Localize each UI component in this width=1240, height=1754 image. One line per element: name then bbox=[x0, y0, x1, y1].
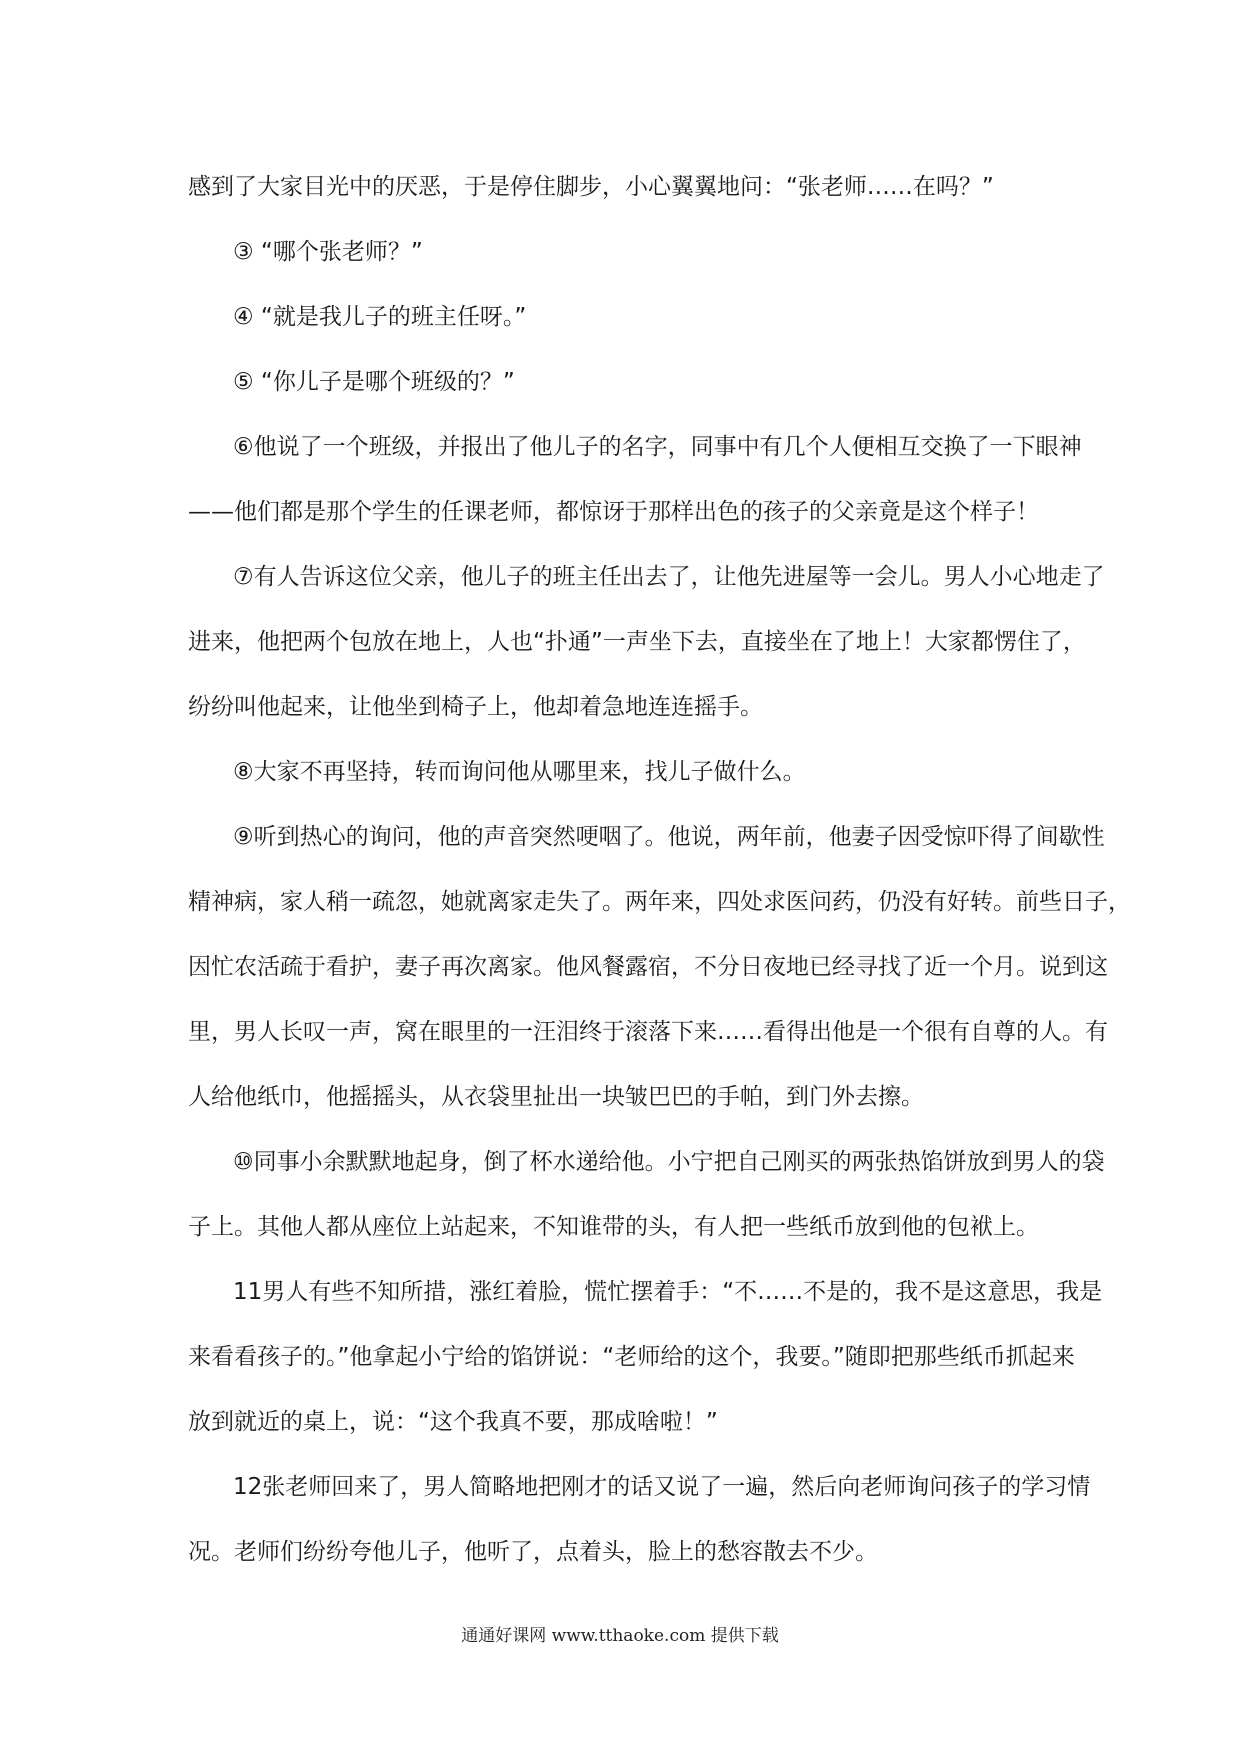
text-line: ⑩同事小余默默地起身，倒了杯水递给他。小宁把自己刚买的两张热馅饼放到男人的袋 bbox=[233, 1149, 1105, 1175]
text-line: 12张老师回来了，男人简略地把刚才的话又说了一遍，然后向老师询问孩子的学习情 bbox=[233, 1474, 1091, 1500]
text-line: 人给他纸巾，他摇摇头，从衣袋里扯出一块皱巴巴的手帕，到门外去擦。 bbox=[188, 1084, 924, 1110]
text-line: ⑤ “你儿子是哪个班级的？” bbox=[233, 369, 515, 395]
text-line: 进来，他把两个包放在地上，人也“扑通”一声坐下去，直接坐在了地上！大家都愣住了， bbox=[188, 629, 1086, 655]
page-footer: 通通好课网 www.tthaoke.com 提供下载 bbox=[461, 1626, 779, 1646]
text-line: 感到了大家目光中的厌恶，于是停住脚步，小心翼翼地问：“张老师……在吗？” bbox=[188, 174, 994, 200]
text-line: 里，男人长叹一声，窝在眼里的一汪泪终于滚落下来……看得出他是一个很有自尊的人。有 bbox=[188, 1019, 1108, 1045]
text-line: 来看看孩子的。”他拿起小宁给的馅饼说：“老师给的这个，我要。”随即把那些纸币抓起来 bbox=[188, 1344, 1075, 1370]
text-line: ——他们都是那个学生的任课老师，都惊讶于那样出色的孩子的父亲竟是这个样子！ bbox=[188, 499, 1039, 525]
text-line: ⑦有人告诉这位父亲，他儿子的班主任出去了，让他先进屋等一会儿。男人小心地走了 bbox=[233, 564, 1105, 590]
text-line: 因忙农活疏于看护，妻子再次离家。他风餐露宿，不分日夜地已经寻找了近一个月。说到这 bbox=[188, 954, 1108, 980]
text-line: ④ “就是我儿子的班主任呀。” bbox=[233, 304, 527, 330]
text-line: 纷纷叫他起来，让他坐到椅子上，他却着急地连连摇手。 bbox=[188, 694, 763, 720]
text-line: 11男人有些不知所措，涨红着脸，慌忙摆着手：“不……不是的，我不是这意思，我是 bbox=[233, 1279, 1103, 1305]
text-line: 精神病，家人稍一疏忽，她就离家走失了。两年来，四处求医问药，仍没有好转。前些日子， bbox=[188, 889, 1131, 915]
text-line: ⑨听到热心的询问，他的声音突然哽咽了。他说，两年前，他妻子因受惊吓得了间歇性 bbox=[233, 824, 1105, 850]
text-line: 况。老师们纷纷夸他儿子，他听了，点着头，脸上的愁容散去不少。 bbox=[188, 1539, 878, 1565]
text-line: 子上。其他人都从座位上站起来，不知谁带的头，有人把一些纸币放到他的包袱上。 bbox=[188, 1214, 1039, 1240]
text-line: ⑧大家不再坚持，转而询问他从哪里来，找儿子做什么。 bbox=[233, 759, 806, 785]
text-line: ③ “哪个张老师？” bbox=[233, 239, 423, 265]
text-line: 放到就近的桌上，说：“这个我真不要，那成啥啦！” bbox=[188, 1409, 718, 1435]
text-line: ⑥他说了一个班级，并报出了他儿子的名字，同事中有几个人便相互交换了一下眼神 bbox=[233, 434, 1082, 460]
